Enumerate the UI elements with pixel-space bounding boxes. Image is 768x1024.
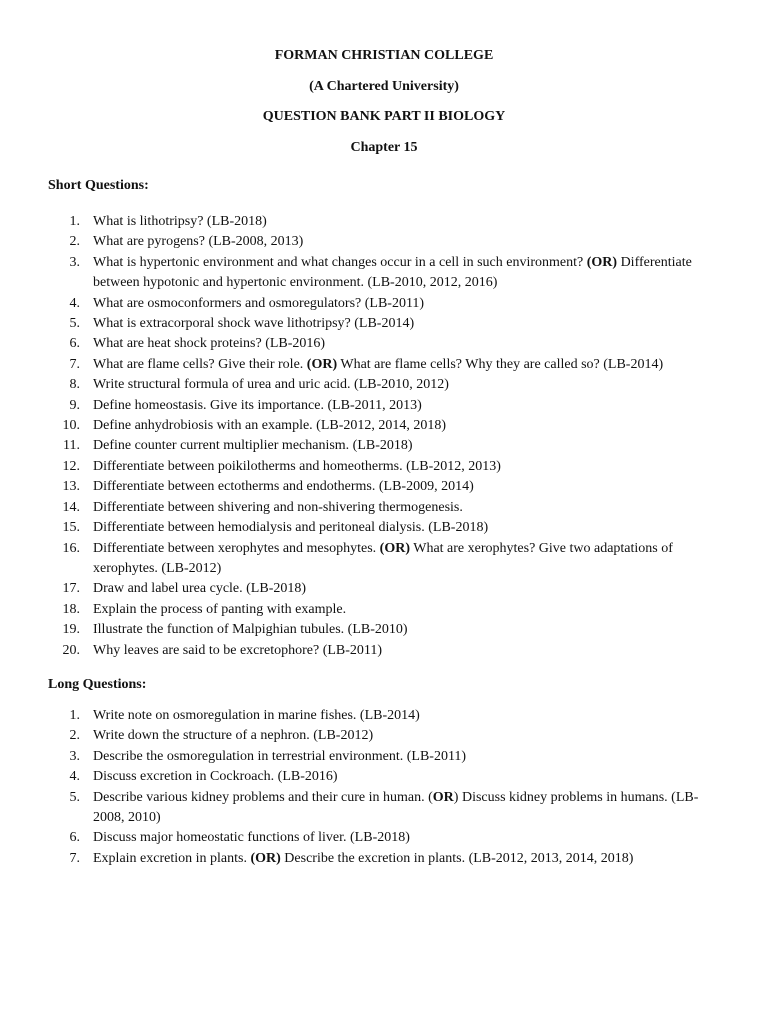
question-item <box>48 212 728 232</box>
question-number: 6. <box>69 830 80 846</box>
question-item <box>48 828 728 848</box>
question-number: 14. <box>62 499 80 515</box>
question-number: 6. <box>69 336 80 352</box>
question-text <box>93 477 728 497</box>
question-text-part: Explain excretion in plants. <box>93 850 251 866</box>
question-item <box>48 726 728 746</box>
question-text <box>93 416 728 436</box>
question-number: 18. <box>62 601 80 617</box>
question-text-part: ) Discuss kidney problems in humans. (LB-2008, 2010) <box>93 789 699 826</box>
question-text <box>93 620 728 640</box>
question-text <box>93 767 728 787</box>
question-text <box>93 253 728 294</box>
question-number: 4. <box>69 295 80 311</box>
question-number: 5. <box>69 316 80 332</box>
question-text-part: What are flame cells? Give their role. <box>93 356 307 372</box>
question-number: 13. <box>62 479 80 495</box>
question-number: 2. <box>69 234 80 250</box>
or-marker: (OR) <box>586 254 618 270</box>
question-text-part: Describe various kidney problems and their cure in human. ( <box>93 789 433 805</box>
question-text <box>93 294 728 314</box>
question-number: 8. <box>69 377 80 393</box>
question-text-part: What is extracorporal shock wave lithotripsy? (LB-2014) <box>93 316 415 332</box>
question-item <box>48 498 728 518</box>
document-title: QUESTION BANK PART II BIOLOGY <box>262 109 506 124</box>
question-text-part: What are flame cells? Why they are called so? (LB-2014) <box>337 356 664 372</box>
question-item <box>48 436 728 456</box>
question-item <box>48 355 728 375</box>
question-text <box>93 436 728 456</box>
question-text-part: Write down the structure of a nephron. (LB-2012) <box>93 728 374 744</box>
charter-subtitle: (A Chartered University) <box>309 79 459 94</box>
question-text-part: Discuss excretion in Cockroach. (LB-2016) <box>93 769 338 785</box>
question-number: 11. <box>63 438 80 454</box>
question-number: 20. <box>62 642 80 658</box>
question-text <box>93 539 728 580</box>
question-text <box>93 706 728 726</box>
question-number: 7. <box>69 356 80 372</box>
question-text <box>93 314 728 334</box>
or-marker: (OR) <box>379 540 410 556</box>
question-number: 9. <box>69 397 80 413</box>
question-text <box>93 641 728 661</box>
question-number: 19. <box>62 622 80 638</box>
question-text <box>93 726 728 746</box>
question-item <box>48 416 728 436</box>
question-item <box>48 620 728 640</box>
question-text <box>93 334 728 354</box>
question-text <box>93 600 728 620</box>
question-text-part: Differentiate between shivering and non-shivering thermogenesis. <box>93 499 463 515</box>
question-text <box>93 849 728 869</box>
question-text-part: Why leaves are said to be excretophore? (LB-2011) <box>93 642 383 658</box>
question-item <box>48 518 728 538</box>
question-text-part: Illustrate the function of Malpighian tubules. (LB-2010) <box>93 622 408 638</box>
question-item <box>48 396 728 416</box>
question-text-part: Explain the process of panting with example. <box>93 601 347 617</box>
question-number: 2. <box>69 728 80 744</box>
question-item <box>48 641 728 661</box>
question-text <box>93 828 728 848</box>
question-text <box>93 579 728 599</box>
question-text-part: Draw and label urea cycle. (LB-2018) <box>93 581 307 597</box>
question-text-part: Differentiate between xerophytes and mesophytes. <box>93 540 380 556</box>
question-text-part: Define counter current multiplier mechanism. (LB-2018) <box>93 438 413 454</box>
question-text <box>93 212 728 232</box>
question-item <box>48 375 728 395</box>
question-text-part: What are heat shock proteins? (LB-2016) <box>93 336 326 352</box>
question-number: 12. <box>62 458 80 474</box>
question-item <box>48 767 728 787</box>
question-item <box>48 457 728 477</box>
question-text <box>93 518 728 538</box>
question-text-part: Define homeostasis. Give its importance. (LB-2011, 2013) <box>93 397 422 413</box>
question-text-part: Define anhydrobiosis with an example. (LB-2012, 2014, 2018) <box>93 418 447 434</box>
question-text <box>93 788 728 829</box>
question-item <box>48 600 728 620</box>
question-text-part: What is lithotripsy? (LB-2018) <box>93 214 267 229</box>
question-text-part: Differentiate between poikilotherms and homeotherms. (LB-2012, 2013) <box>93 458 501 474</box>
question-text-part: Write structural formula of urea and uric acid. (LB-2010, 2012) <box>93 377 449 393</box>
question-text-part: Differentiate between hemodialysis and peritoneal dialysis. (LB-2018) <box>93 520 489 536</box>
question-item <box>48 539 728 580</box>
or-marker: (OR) <box>306 356 338 372</box>
question-item <box>48 477 728 497</box>
chapter-title: Chapter 15 <box>350 140 418 155</box>
question-item <box>48 706 728 726</box>
question-number: 7. <box>69 850 80 866</box>
question-number: 15. <box>62 520 80 536</box>
short-questions-list <box>48 212 728 661</box>
question-item <box>48 294 728 314</box>
question-number: 17. <box>62 581 80 597</box>
question-number: 3. <box>69 748 80 764</box>
question-text-part: What are pyrogens? (LB-2008, 2013) <box>93 234 304 250</box>
question-text <box>93 375 728 395</box>
institution-name: FORMAN CHRISTIAN COLLEGE <box>274 48 494 63</box>
question-text-part: Differentiate between hypotonic and hypertonic environment. (LB-2010, 2012, 2016) <box>93 254 692 291</box>
question-number: 1. <box>69 708 80 723</box>
question-item <box>48 232 728 252</box>
question-text-part: Write note on osmoregulation in marine fishes. (LB-2014) <box>93 708 420 723</box>
question-text <box>93 355 728 375</box>
question-text-part: Describe the excretion in plants. (LB-2012, 2013, 2014, 2018) <box>280 850 634 866</box>
question-item <box>48 253 728 294</box>
question-text-part: What is hypertonic environment and what changes occur in a cell in such environment? <box>93 254 587 270</box>
question-number: 5. <box>69 789 80 805</box>
question-text <box>93 498 728 518</box>
question-item <box>48 849 728 869</box>
question-item <box>48 314 728 334</box>
question-text-part: Describe the osmoregulation in terrestrial environment. (LB-2011) <box>93 748 467 764</box>
question-number: 3. <box>69 254 80 270</box>
or-marker: (OR) <box>250 850 281 866</box>
question-text <box>93 396 728 416</box>
question-item <box>48 579 728 599</box>
question-text-part: Discuss major homeostatic functions of liver. (LB-2018) <box>93 830 410 846</box>
question-item <box>48 788 728 829</box>
question-item <box>48 747 728 767</box>
question-text <box>93 457 728 477</box>
question-text-part: Differentiate between ectotherms and endotherms. (LB-2009, 2014) <box>93 479 474 495</box>
short-questions-heading: Short Questions: <box>48 178 149 193</box>
question-text-part: What are xerophytes? Give two adaptations of xerophytes. (LB-2012) <box>93 540 673 576</box>
question-item <box>48 334 728 354</box>
question-text <box>93 747 728 767</box>
question-text <box>93 232 728 252</box>
long-questions-heading: Long Questions: <box>48 677 147 692</box>
question-number: 4. <box>69 769 80 785</box>
question-number: 10. <box>62 418 80 434</box>
question-text-part: What are osmoconformers and osmoregulators? (LB-2011) <box>93 295 425 311</box>
question-number: 1. <box>69 214 80 229</box>
question-number: 16. <box>62 540 80 556</box>
long-questions-list <box>48 706 728 869</box>
or-marker: OR <box>432 789 454 805</box>
